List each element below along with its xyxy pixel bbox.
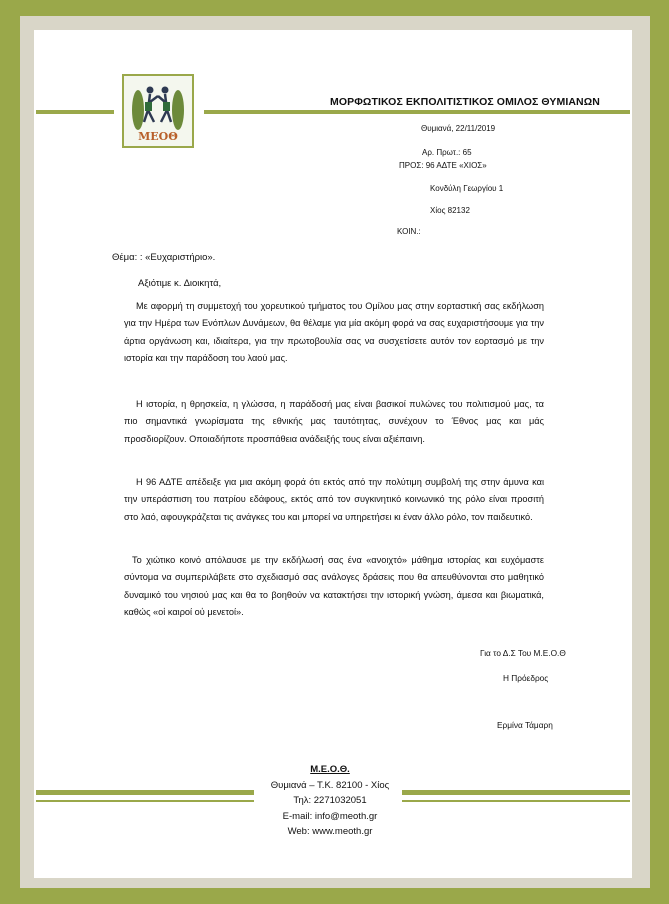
footer-web[interactable]: Web: www.meoth.gr [287, 826, 373, 837]
protocol-number: Αρ. Πρωτ.: 65 [422, 148, 472, 157]
logo-text: ΜΕΟΘ [138, 130, 178, 143]
recipient-street: Κονδύλη Γεωργίου 1 [430, 184, 504, 193]
paragraph-4: Το χιώτικο κοινό απόλαυσε με την εκδήλωσή σας ένα «ανοιχτό» μάθημα ιστορίας και ευχόμαστε σύντομα να συμπεριλάβετε στο σχεδιασμό σας ανάλογες δράσεις που θα απευθύνονται στο μαθητικό δυναμικό του νησιού μας και θα το βοηθούν να κατακτήσει την ιστορική γνώση, άμεσα και βιωματικά, καθώς «οἱ καιροί οὐ μενετοί». [124, 555, 544, 618]
letter-page [34, 30, 632, 878]
footer-email[interactable]: E-mail: info@meoth.gr [282, 810, 378, 822]
org-name: ΜΟΡΦΩΤΙΚΟΣ ΕΚΠΟΛΙΤΙΣΤΙΚΟΣ ΟΜΙΛΟΣ ΘΥΜΙΑΝΩΝ [330, 96, 600, 108]
signature-name: Ερμίνα Τάμαρη [497, 720, 553, 730]
recipient: ΠΡΟΣ: 96 ΑΔΤΕ «ΧΙΟΣ» [399, 161, 487, 170]
footer-phone: Τηλ: 2271032051 [293, 795, 367, 806]
header-rule-right [204, 110, 630, 114]
footer-rule-left-1 [36, 790, 254, 795]
header-rule-left [36, 110, 114, 114]
signature-for-board: Για το Δ.Σ Του Μ.Ε.Ο.Θ [480, 648, 566, 658]
logo [122, 74, 194, 148]
subject-line: Θέμα: : «Ευχαριστήριο». [112, 252, 216, 263]
footer-rule-right-2 [402, 800, 630, 802]
paragraph-1: Με αφορμή τη συμμετοχή του χορευτικού τμήματος του Ομίλου μας στην εορταστική σας εκδήλωση για την Ημέρα των Ενόπλων Δυνάμεων, θα θέλαμε για μία ακόμη φορά να σας ευχαριστήσουμε για την άρτια οργάνωση και, ιδιαίτερα, για την πρωτοβουλία σας να συσχετίσετε αυτόν τον εορτασμό με την ιστορία και την παράδοση του λαού μας. [124, 301, 544, 364]
recipient-city: Χίος 82132 [430, 206, 470, 215]
paragraph-3: Η 96 ΑΔΤΕ απέδειξε για μια ακόμη φορά ότι εκτός από την πολύτιμη συμβολή της στην άμυνα και την υπεράσπιση του πατρίου εδάφους, εκτός από τον συγκινητικό κοινωνικό της ρόλο είναι προσιτή στο λαό, αφουγκράζεται τις ανάγκες του και μπορεί να υπηρετήσει κι έναν άλλο ρόλο, τον παιδευτικό. [124, 477, 544, 522]
footer-title: Μ.Ε.Ο.Θ. [310, 764, 350, 775]
place-date: Θυμιανά, 22/11/2019 [421, 124, 496, 133]
footer-address: Θυμιανά – Τ.Κ. 82100 - Χίος [270, 779, 390, 791]
footer-rule-left-2 [36, 800, 254, 802]
paragraph-2: Η ιστορία, η θρησκεία, η γλώσσα, η παράδοσή μας είναι βασικοί πυλώνες του πολιτισμού μας, τα πιο σημαντικά γνωρίσματα της εθνικής μας ταυτότητας, συνέχουν το Έθνος μας και μάς προσδιορίζουν. Οποιαδήποτε προσπάθεια ανάδειξής τους είναι αξιέπαινη. [124, 399, 544, 444]
footer-contact [250, 762, 410, 840]
signature-role: Η Πρόεδρος [503, 673, 549, 683]
greeting: Αξιότιμε κ. Διοικητά, [138, 278, 222, 289]
footer-rule-right-1 [402, 790, 630, 795]
cc-label: ΚΟΙΝ.: [397, 227, 421, 236]
